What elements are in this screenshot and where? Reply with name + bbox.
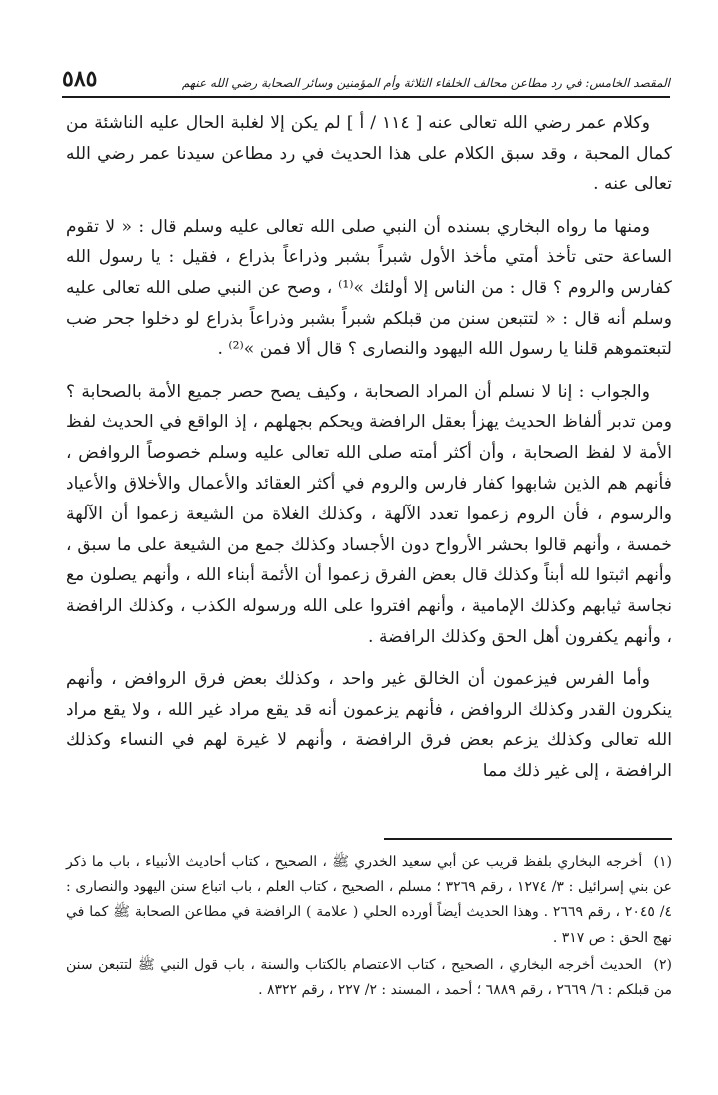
footnote — [66, 953, 672, 1003]
footnote-divider — [384, 838, 672, 840]
footnote-text: الحديث أخرجه البخاري ، الصحيح ، كتاب الاعتصام بالكتاب والسنة ، باب قول النبي ﷺ لتتبعن سنن من قبلكم : ٦/ ٢٦٦٩ ، رقم ٦٨٨٩ ؛ أحمد ، المسند : ٢/ ٢٢٧ ، رقم ٨٣٢٢ . — [66, 956, 672, 999]
page-header — [62, 52, 670, 98]
main-text — [66, 108, 672, 792]
running-title: المقصد الخامس: في رد مطاعن محالف الخلفاء الثلاثة وأم المؤمنين وسائر الصحابة رضي الله عنهم — [181, 76, 670, 90]
footnote-number: (١) — [653, 854, 672, 870]
footnotes — [66, 850, 672, 1005]
paragraph: وأما الفرس فيزعمون أن الخالق غير واحد ، وكذلك بعض فرق الروافض ، وأنهم ينكرون القدر وكذلك الروافض ، فأنهم يزعمون أنه قد يقع مراد غير الله ، ولا يقع مراد الله تعالى وكذلك يزعم بعض فرق الرافضة ، وأنهم لا غيرة لهم في النساء وكذلك الرافضة ، إلى غير ذلك مما — [66, 669, 672, 781]
paragraph: وكلام عمر رضي الله تعالى عنه [ ١١٤ / أ ] لم يكن إلا لغلبة الحال عليه الناشئة من كمال المحبة ، وقد سبق الكلام على هذا الحديث في رد مطاعن سيدنا عمر رضي الله تعالى عنه . — [66, 113, 672, 195]
paragraph: والجواب : إنا لا نسلم أن المراد الصحابة ، وكيف يصح حصر جميع الأمة بالصحابة ؟ ومن تدبر ألفاظ الحديث يهزأ بعقل الرافضة ويحكم بجهلهم ، إذ الواقع في الحديث لفظ الأمة لا لفظ الصحابة ، وأن أكثر أمته صلى الله تعالى عليه وسلم خصوصاً الروافض ، فأنهم هم الذين شابهوا كفار فارس والروم في أكثر العقائد والأعمال والأخلاق والأعياد والرسوم ، فأن الروم زعموا تعدد الآلهة ، وكذلك الغلاة من الشيعة زعموا أن الآلهة خمسة ، وأنهم قالوا بحشر الأرواح دون الأجساد وكذلك جمع من الشيعة على ما سبق ، وأنهم اثبتوا لله أبناً وكذلك قال بعض الفرق زعموا أن الأئمة أبناء الله ، وأنهم يصلون مع نجاسة ثيابهم وكذلك الإمامية ، وأنهم افتروا على الله ورسوله الكذب ، وكذلك الرافضة ، وأنهم يكفرون أهل الحق وكذلك الرافضة . — [66, 381, 672, 647]
footnote-text: أخرجه البخاري بلفظ قريب عن أبي سعيد الخدري ﷺ ، الصحيح ، كتاب أحاديث الأنبياء ، باب ما ذكر عن بني إسرائيل : ٣/ ١٢٧٤ ، رقم ٣٢٦٩ ؛ مسلم ، الصحيح ، كتاب العلم ، باب اتباع سنن اليهود والنصارى : ٤/ ٢٠٤٥ ، رقم ٢٦٦٩ . وهذا الحديث أيضاً أورده الحلي ( علامة ) الرافضة في مطاعن الصحابة ﷺ كما في نهج الحق : ص ٣١٧ . — [66, 854, 673, 946]
footnote — [66, 850, 672, 951]
footnote-number: (٢) — [653, 956, 672, 973]
page-number: ٥٨٥ — [62, 66, 98, 92]
paragraph: ومنها ما رواه البخاري بسنده أن النبي صلى الله تعالى عليه وسلم قال : « لا تقوم الساعة حتى تأخذ أمتي مأخذ الأول شبراً بشبر وذراعاً بذراع ، فقيل : يا رسول الله كفارس والروم ؟ قال : من الناس إلا أولئك »⁽¹⁾ ، وصح عن النبي صلى الله تعالى عليه وسلم أنه قال : « لتتبعن سنن من قبلكم شبراً بشبر وذراعاً بذراع لو دخلوا جحر ضب لتبعتموهم قلنا يا رسول الله اليهود والنصارى ؟ قال ألا فمن »⁽²⁾ . — [66, 216, 672, 360]
